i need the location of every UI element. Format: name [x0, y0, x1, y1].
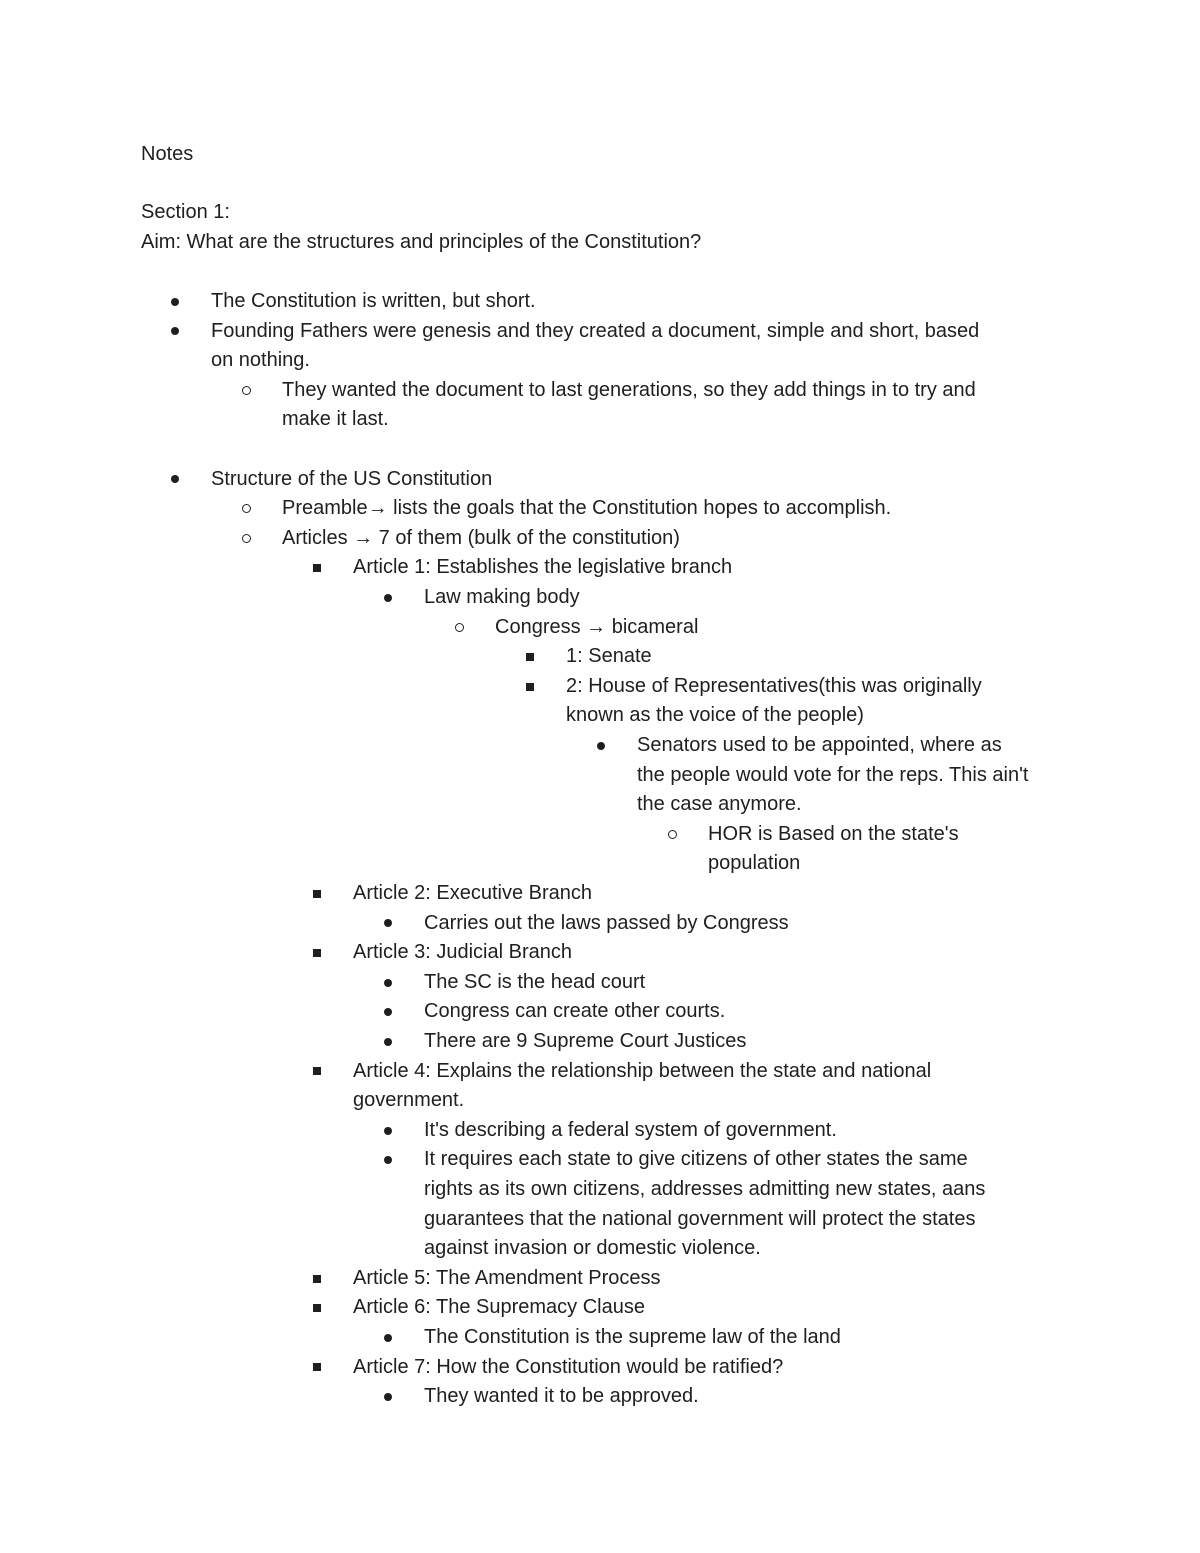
- square-bullet-icon: [305, 1293, 329, 1323]
- list-item-text: guarantees that the national government will protect the states: [424, 1207, 976, 1230]
- square-bullet-icon: [305, 553, 329, 583]
- list-item-text: The Constitution is the supreme law of the land: [424, 1326, 841, 1348]
- disc-bullet-icon: [376, 1323, 400, 1353]
- disc-bullet-icon: [376, 1145, 400, 1175]
- disc-bullet-icon: [376, 1027, 400, 1057]
- list-item-text: They wanted the document to last generations, so they add things in to try and: [282, 378, 976, 401]
- list-item-text: The Constitution is written, but short.: [211, 290, 536, 312]
- list-item-text: on nothing.: [211, 349, 310, 372]
- square-bullet-icon: [518, 642, 542, 672]
- list-item-text: make it last.: [282, 408, 389, 431]
- list-item-text: Carries out the laws passed by Congress: [424, 911, 789, 934]
- square-bullet-icon: [305, 879, 329, 909]
- circle-bullet-icon: [660, 820, 684, 850]
- list-item-text: Article 1: Establishes the legislative branch: [353, 556, 733, 579]
- list-item-text: government.: [353, 1089, 465, 1112]
- list-item-text: 2: House of Representatives(this was originally: [566, 674, 982, 697]
- circle-bullet-icon: [447, 613, 471, 643]
- document-title: Notes: [141, 143, 194, 165]
- disc-bullet-icon: [376, 1116, 400, 1146]
- list-item-text: known as the voice of the people): [566, 704, 864, 727]
- disc-bullet-icon: [376, 968, 400, 998]
- list-item-text: Article 5: The Amendment Process: [353, 1266, 661, 1289]
- list-item-text: They wanted it to be approved.: [424, 1385, 699, 1408]
- list-item-text: Congress → bicameral: [495, 615, 699, 638]
- square-bullet-icon: [305, 938, 329, 968]
- list-item-text: Senators used to be appointed, where as: [637, 734, 1002, 756]
- list-item-text: Articles → 7 of them (bulk of the constitution): [282, 526, 680, 549]
- list-item-text: Article 7: How the Constitution would be ratified?: [353, 1355, 784, 1378]
- list-item-text: the people would vote for the reps. This ain't: [637, 763, 1029, 786]
- aim-statement: Aim: What are the structures and principles of the Constitution?: [141, 231, 702, 253]
- square-bullet-icon: [305, 1057, 329, 1087]
- list-item-text: Article 6: The Supremacy Clause: [353, 1296, 645, 1319]
- disc-bullet-icon: [163, 317, 187, 347]
- list-item-text: Preamble→ lists the goals that the Constitution hopes to accomplish.: [282, 497, 892, 520]
- list-item-text: There are 9 Supreme Court Justices: [424, 1030, 747, 1052]
- disc-bullet-icon: [376, 1382, 400, 1412]
- square-bullet-icon: [518, 672, 542, 702]
- circle-bullet-icon: [234, 494, 258, 524]
- list-item-text: It requires each state to give citizens of other states the same: [424, 1148, 968, 1171]
- list-item-text: Law making body: [424, 586, 580, 608]
- list-item-text: population: [708, 852, 801, 875]
- list-item-text: the case anymore.: [637, 793, 802, 816]
- disc-bullet-icon: [589, 731, 613, 761]
- disc-bullet-icon: [163, 465, 187, 495]
- list-item-text: Article 2: Executive Branch: [353, 882, 592, 904]
- disc-bullet-icon: [163, 287, 187, 317]
- list-item-text: The SC is the head court: [424, 970, 646, 993]
- list-item-text: Structure of the US Constitution: [211, 467, 493, 490]
- list-item-text: Article 4: Explains the relationship between the state and national: [353, 1059, 932, 1082]
- section-heading: Section 1:: [141, 201, 230, 223]
- disc-bullet-icon: [376, 583, 400, 613]
- square-bullet-icon: [305, 1353, 329, 1383]
- disc-bullet-icon: [376, 997, 400, 1027]
- list-item-text: HOR is Based on the state's: [708, 822, 959, 845]
- square-bullet-icon: [305, 1264, 329, 1294]
- disc-bullet-icon: [376, 909, 400, 939]
- list-item-text: It's describing a federal system of government.: [424, 1118, 837, 1141]
- list-item-text: Congress can create other courts.: [424, 1000, 726, 1023]
- list-item-text: Article 3: Judicial Branch: [353, 941, 572, 964]
- list-item-text: 1: Senate: [566, 645, 652, 668]
- list-item-text: against invasion or domestic violence.: [424, 1237, 761, 1260]
- list-item-text: Founding Fathers were genesis and they created a document, simple and short, based: [211, 319, 980, 342]
- circle-bullet-icon: [234, 524, 258, 554]
- circle-bullet-icon: [234, 376, 258, 406]
- list-item-text: rights as its own citizens, addresses admitting new states, aans: [424, 1178, 986, 1200]
